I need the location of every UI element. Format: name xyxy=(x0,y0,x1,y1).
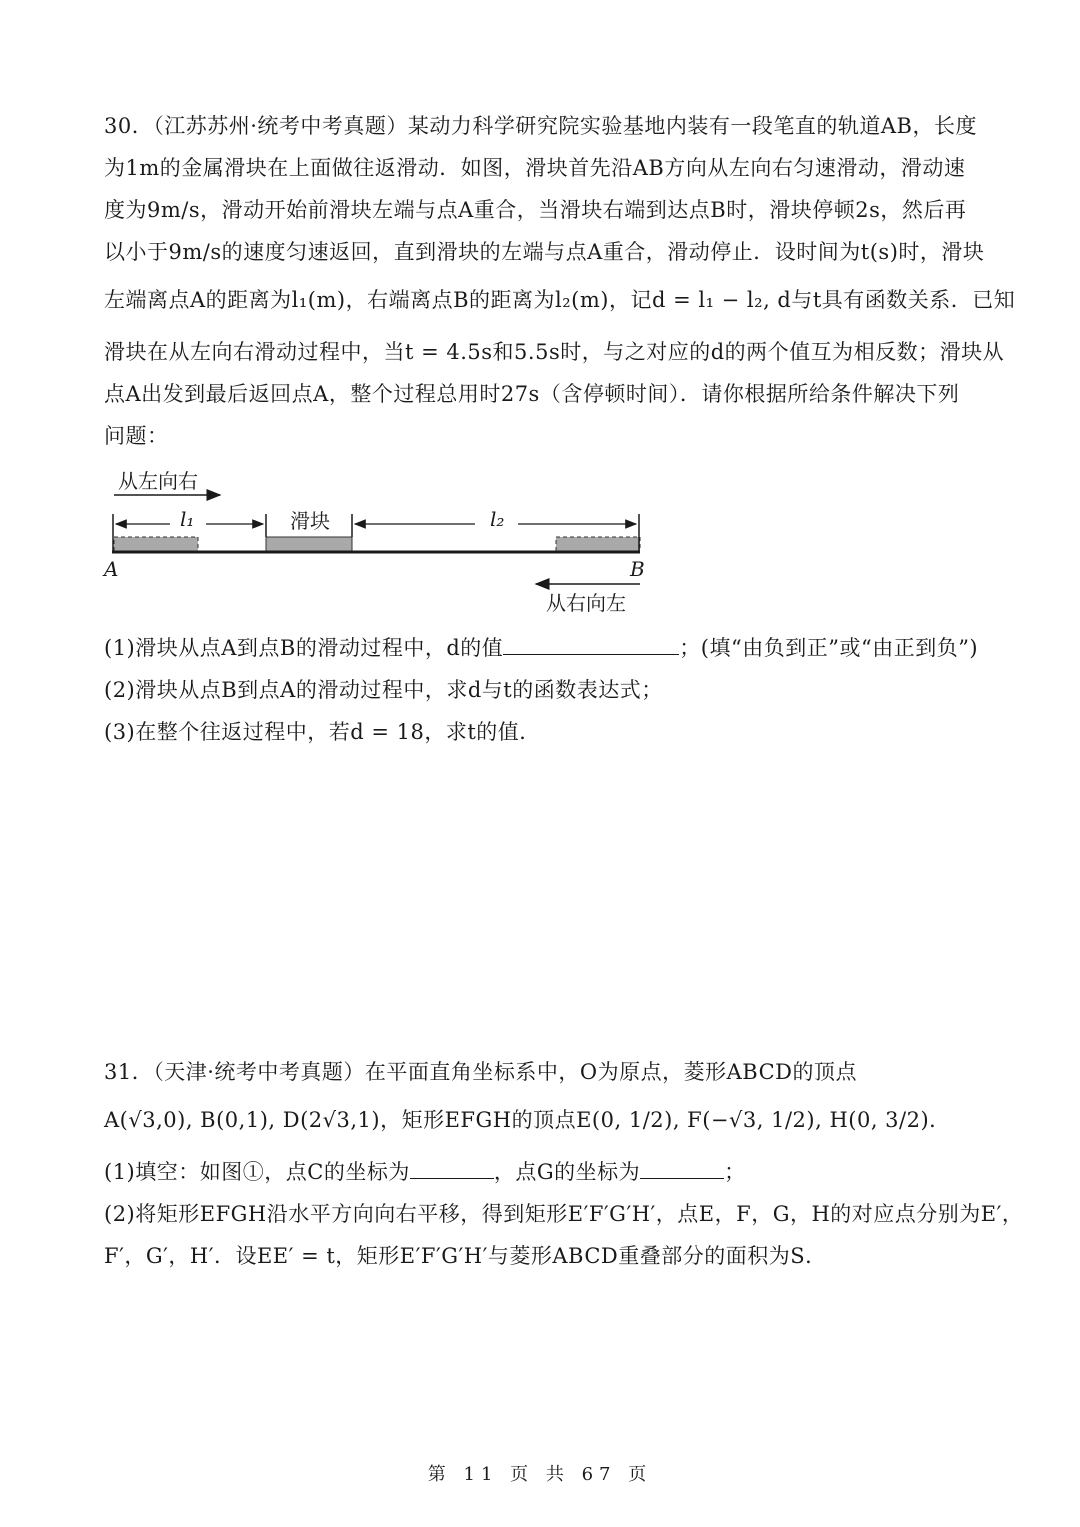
label-block: 滑块 xyxy=(290,509,330,533)
q30-line-5: 左端离点A的距离为l₁(m)，右端离点B的距离为l₂(m)，记d = l₁ − l₂, d与t具有函数关系．已知 xyxy=(104,288,1016,312)
q31-sub1-text-a: (1)填空：如图①，点C的坐标为 xyxy=(104,1160,410,1184)
q30-sub1 xyxy=(104,634,978,662)
label-left-to-right: 从左向右 xyxy=(118,469,198,493)
q31-line-2: A(√3,0), B(0,1), D(2√3,1)，矩形EFGH的顶点E(0, 1/2), F(−√3, 1/2), H(0, 3/2)． xyxy=(104,1108,951,1132)
label-l2: l₂ xyxy=(490,507,505,531)
q30-sub1-text: (1)滑块从点A到点B的滑动过程中，d的值 xyxy=(104,636,504,660)
q31-sub2-line-2: F′，G′，H′．设EE′ = t，矩形E′F′G′H′与菱形ABCD重叠部分的面积为S． xyxy=(104,1244,827,1268)
q31-sub2-line-1: (2)将矩形EFGH沿水平方向向右平移，得到矩形E′F′G′H′，点E，F，G，H的对应点分别为E′， xyxy=(104,1202,1024,1226)
slider-block xyxy=(266,537,352,551)
q30-line-1: 30．（江苏苏州·统考中考真题）某动力科学研究院实验基地内装有一段笔直的轨道AB，长度 xyxy=(104,114,977,138)
q31-sub1-text-c: ； xyxy=(724,1160,746,1184)
block-start-position xyxy=(114,537,198,551)
q31-sub1 xyxy=(104,1158,746,1186)
q30-line-7: 点A出发到最后返回点A，整个过程总用时27s（含停顿时间）．请你根据所给条件解决下列 xyxy=(104,382,960,406)
answer-blank-1[interactable] xyxy=(503,634,679,655)
label-l1: l₁ xyxy=(180,507,195,531)
label-right-to-left: 从右向左 xyxy=(546,591,626,615)
track-diagram xyxy=(100,462,660,622)
q30-sub2: (2)滑块从点B到点A的滑动过程中，求d与t的函数表达式； xyxy=(104,678,663,702)
answer-blank-c[interactable] xyxy=(410,1158,494,1179)
q30-line-8: 问题： xyxy=(104,424,169,448)
label-point-a: A xyxy=(104,557,119,581)
answer-blank-g[interactable] xyxy=(640,1158,724,1179)
q30-line-3: 度为9m/s，滑动开始前滑块左端与点A重合，当滑块右端到达点B时，滑块停顿2s，然后再 xyxy=(104,198,967,222)
q31-sub1-text-b: ，点G的坐标为 xyxy=(493,1160,641,1184)
block-end-position xyxy=(556,537,640,551)
q30-sub1-hint: ；(填“由负到正”或“由正到负”) xyxy=(679,636,979,660)
label-point-b: B xyxy=(630,557,645,581)
q30-line-6: 滑块在从左向右滑动过程中，当t = 4.5s和5.5s时，与之对应的d的两个值互为相反数；滑块从 xyxy=(104,340,1005,364)
q30-line-2: 为1m的金属滑块在上面做往返滑动．如图，滑块首先沿AB方向从左向右匀速滑动，滑动速 xyxy=(104,156,966,180)
q31-line-1: 31．（天津·统考中考真题）在平面直角坐标系中，O为原点，菱形ABCD的顶点 xyxy=(104,1060,858,1084)
q30-line-4: 以小于9m/s的速度匀速返回，直到滑块的左端与点A重合，滑动停止．设时间为t(s)时，滑块 xyxy=(104,240,985,264)
q30-sub3: (3)在整个往返过程中，若d = 18，求t的值． xyxy=(104,720,541,744)
page-footer: 第 11 页 共 67 页 xyxy=(427,1464,653,1485)
